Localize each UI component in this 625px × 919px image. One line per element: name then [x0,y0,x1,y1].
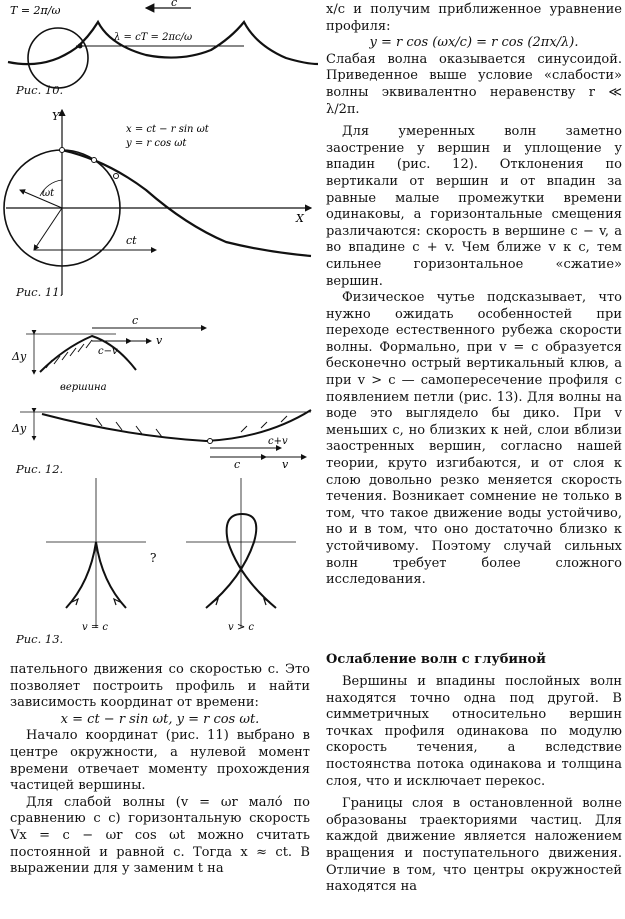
fig12-label-v-top: v [156,334,163,347]
fig12-label-peak: вершина [60,382,107,393]
fig10-label-speed: c [171,0,178,9]
left-formula-1: x = ct − r sin ωt, y = r cos ωt. [60,711,260,727]
fig11-eq-y: y = r cos ωt [126,138,187,149]
fig11-caption: Рис. 11. [16,285,64,299]
fig12-label-cpv: c+v [268,436,288,447]
fig11-axis-x: X [296,212,304,225]
figure-11 [6,110,318,300]
right-paragraph-3: Для умеренных волн заметно заострение у вершин и уплощение у впадин (рис. 12). Отклонения по вертикали от вершин и от впадин за равные малые промежутки времени одинаковы, а горизонтальные смещения различаются: скорость в вершине c − v, а во впадине c + v. Чем ближе v к c, тем сильнее горизонтальное «сжатие» вершин. [326,124,622,289]
fig11-axis-y: Y [52,110,60,123]
fig13-label-left: v = c [82,622,108,633]
fig12-dy-top: Δy [12,350,27,363]
right-column [326,0,622,919]
right-paragraph-5: Вершины и впадины послойных волн находятся точно одна под другой. В симметричных относительно вершин точках профиля одинакова по модулю скорость течения, а вследствие постоянства потока одинакова и толщина слоя, что и исключает перекос. [326,674,622,789]
fig12-label-cv: c−v [98,346,118,357]
fig10-label-period: T = 2π/ω [10,4,61,17]
fig12-caption: Рис. 12. [16,462,64,476]
left-paragraph-3: Для слабой волны (v = ωr мало́ по сравнению с c) горизонтальную скорость Vx = c − ωr cos ωt можно считать постоянной и равной c. Тогда x ≈ ct. В выражении для y заменим t на [10,794,310,877]
fig13-caption: Рис. 13. [16,632,64,646]
right-formula-1: y = r cos (ωx/c) = r cos (2πx/λ). [369,35,579,51]
fig11-profile [62,150,311,256]
right-paragraph-2: Слабая волна оказывается синусоидой. Приведенное выше условие «слабости» волны эквивалентно неравенству r ≪ λ/2π. [326,51,622,117]
figure-13 [6,478,318,638]
fig11-label-ct: ct [126,234,137,247]
left-paragraph-2: Начало координат (рис. 11) выбрано в центре окружности, а нулевой момент времени отвечает моменту прохождения частицей вершины. [10,728,310,794]
left-paragraph-1: пательного движения со скоростью c. Это позволяет построить профиль и найти зависимость координат от времени: [10,662,310,711]
fig12-dy-bottom: Δy [12,422,27,435]
left-column [6,0,318,919]
right-text-block-2 [326,674,622,896]
fig12-label-c-bottom: c [234,458,241,471]
left-text-block [10,662,310,878]
fig13-label-right: v > c [228,622,254,633]
fig13-question: ? [150,551,157,565]
right-paragraph-6: Границы слоя в остановленной волне образованы траекториями частиц. Для каждой движение является наложением вращения и поступательного движения. Отличие в том, что центры окружностей находятся на [326,796,622,895]
fig12-label-v-bottom: v [282,458,289,471]
right-text-block-1 [326,2,622,589]
right-paragraph-4: Физическое чутье подсказывает, что нужно ожидать особенностей при переходе естественного рубежа скорости волны. Формально, при v = c образуется бесконечно острый вертикальный клюв, а при v > c — самопересечение профиля с появлением петли (рис. 13). Для волны на воде это выглядело бы дико. При v меньших c, но близких к ней, слои вблизи заостренных вершин, согласно нашей теории, круто изгибаются, и от слоя к слою довольно резко меняется скорость течения. Возникает сомнение не только в том, что такое движение воды устойчиво, но и в том, что оно достаточно близко к устойчивому. Поэтому случай сильных волн требует более сложного исследования. [326,290,622,588]
fig11-eq-x: x = ct − r sin ωt [126,124,209,135]
fig11-label-angle: ωt [42,188,55,199]
fig10-caption: Рис. 10. [16,83,64,97]
fig12-label-c-top: c [132,314,139,327]
right-paragraph-1: x/c и получим приближенное уравнение профиля: [326,2,622,34]
section-heading: Ослабление волн с глубиной [326,652,546,667]
fig10-label-wavelength: λ = cT = 2πc/ω [114,32,193,43]
